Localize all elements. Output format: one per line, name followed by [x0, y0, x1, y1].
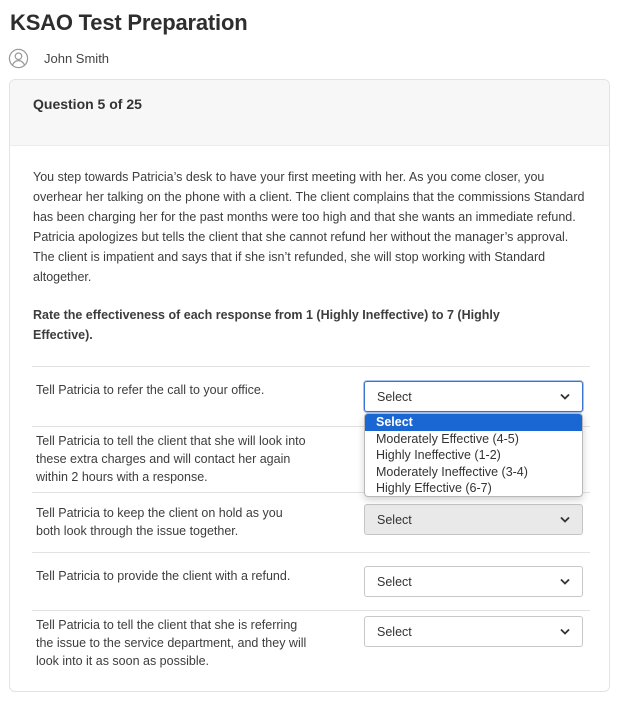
scenario-text: You step towards Patricia’s desk to have your first meeting with her. As you come closer, you overhear her talking on the phone with a client. The client complains that the commissions Standard has been charging her for the past months were too high and that she wants an immediate refund. Patricia apologizes but tells the client that she cannot refund her without the manager’s approval. The client is impatient and says that if she isn’t refunded, she will stop working with Standard altogether.: [33, 170, 585, 284]
dropdown-option[interactable]: Highly Ineffective (1-2): [376, 448, 501, 462]
response-row: [32, 492, 590, 552]
chevron-down-icon: [560, 516, 570, 523]
user-name: John Smith: [44, 51, 110, 66]
chevron-down-icon: [560, 393, 570, 400]
response-text: Tell Patricia to keep the client on hold as you both look through the issue together.: [36, 506, 283, 538]
rating-instruction: Rate the effectiveness of each response from 1 (Highly Ineffective) to 7 (Highly Effective).: [33, 308, 500, 342]
user-circle-icon: [8, 48, 29, 69]
dropdown-option[interactable]: Moderately Effective (4-5): [376, 431, 519, 446]
select-value: Select: [377, 574, 412, 589]
response-row: [32, 610, 590, 678]
dropdown-option[interactable]: Moderately Ineffective (3-4): [376, 464, 528, 479]
response-rating-select[interactable]: [364, 616, 583, 647]
page-title: KSAO Test Preparation: [10, 10, 248, 35]
response-text: Tell Patricia to tell the client that she is referring the issue to the service department, and they will look into it as soon as possible.: [36, 618, 307, 668]
response-rating-select[interactable]: [364, 566, 583, 597]
dropdown-option[interactable]: Highly Effective (6-7): [376, 481, 492, 495]
response-text: Tell Patricia to tell the client that she will look into these extra charges and will contact her again within 2 hours with a response.: [36, 434, 306, 484]
user-info: [8, 48, 109, 69]
chevron-down-icon: [560, 578, 570, 585]
response-text: Tell Patricia to provide the client with a refund.: [36, 569, 291, 583]
select-value: Select: [377, 624, 412, 639]
response-row: [32, 552, 590, 610]
select-value: Select: [377, 512, 412, 527]
select-value: Select: [377, 389, 412, 404]
rating-dropdown-list: [364, 413, 583, 497]
dropdown-option[interactable]: Select: [365, 414, 582, 431]
question-counter: Question 5 of 25: [33, 96, 142, 112]
response-text: Tell Patricia to refer the call to your office.: [36, 383, 265, 397]
response-rating-select[interactable]: [364, 504, 583, 535]
chevron-down-icon: [560, 628, 570, 635]
question-card: [9, 79, 610, 692]
question-header: [10, 80, 609, 146]
response-rating-select[interactable]: [364, 381, 583, 412]
